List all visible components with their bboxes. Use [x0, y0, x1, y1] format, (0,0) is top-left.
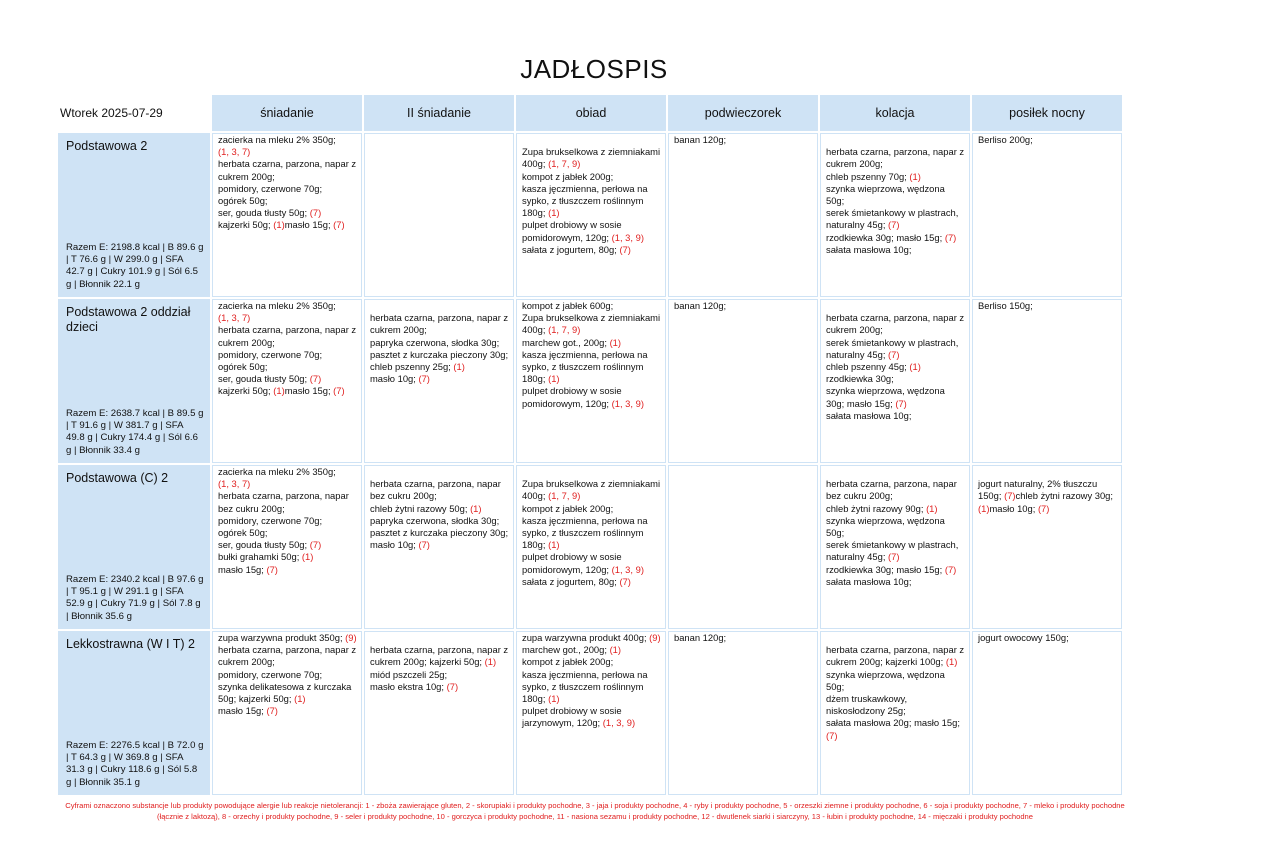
meal-item: banan 120g;	[674, 632, 727, 643]
meal-cell	[212, 299, 362, 463]
meal-item	[370, 466, 509, 478]
allergen-code: (7)	[944, 563, 957, 575]
meal-item: chleb żytni razowy 50g; (1)	[370, 502, 482, 514]
meal-item: sałata masłowa 10g;	[826, 575, 912, 587]
meal-item: herbata czarna, parzona, napar z cukrem 200g;	[218, 158, 357, 182]
allergen-code: (7)	[1037, 502, 1050, 514]
meal-item: herbata czarna, parzona, napar z cukrem 200g;	[826, 146, 965, 170]
meal-item: Berliso 200g;	[978, 134, 1033, 145]
meal-item: serek śmietankowy w plastrach, naturalny 45g; (7)	[826, 336, 959, 360]
meal-item: pomidory, czerwone 70g;	[218, 348, 323, 360]
allergen-code: (1)	[470, 502, 482, 514]
meal-item: zacierka na mleku 2% 350g;	[218, 300, 336, 311]
meal-cell	[212, 133, 362, 297]
meal-item: banan 120g;	[674, 300, 727, 311]
meal-item: Berliso 150g;	[978, 300, 1033, 311]
allergen-code: (1)	[548, 207, 560, 219]
meal-item: pomidory, czerwone 70g;	[218, 668, 323, 680]
meal-cell	[820, 631, 970, 795]
allergen-code: (1, 3, 7)	[218, 146, 251, 158]
meal-cell	[364, 299, 514, 463]
column-header-posilek-nocny: posiłek nocny	[972, 95, 1122, 131]
column-header-ii-sniadanie: II śniadanie	[364, 95, 514, 131]
meal-item	[978, 466, 1117, 478]
meal-item: pasztet z kurczaka pieczony 30g;	[370, 348, 509, 360]
meal-item: chleb żytni razowy 90g; (1)	[826, 502, 938, 514]
meal-item: szynka wieprzowa, wędzona 30g; masło 15g; (7)	[826, 385, 945, 409]
menu-table	[58, 95, 1122, 795]
meal-item: rzodkiewka 30g; masło 15g; (7)	[826, 563, 957, 575]
meal-cell	[212, 631, 362, 795]
allergen-code: (7)	[309, 539, 322, 551]
meal-item: sałata z jogurtem, 80g; (7)	[522, 575, 631, 587]
diet-name: Podstawowa 2	[66, 139, 148, 153]
meal-item: pulpet drobiowy w sosie pomidorowym, 120g; (1, 3, 9)	[522, 219, 644, 243]
meal-cell	[972, 631, 1122, 795]
allergen-code: (7)	[888, 551, 900, 563]
allergen-code: (1, 3, 7)	[218, 478, 251, 490]
meal-item: pomidory, czerwone 70g;	[218, 514, 323, 526]
allergen-code: (1)	[301, 551, 314, 563]
meal-item: szynka delikatesowa z kurczaka 50g; kajzerki 50g; (1)	[218, 680, 352, 705]
allergen-code: (7)	[333, 385, 345, 397]
meal-item: kajzerki 50g; (1)masło 15g; (7)	[218, 219, 345, 231]
meal-item: szynka wieprzowa, wędzona 50g;	[826, 182, 945, 206]
meal-item: zupa warzywna produkt 400g; (9)	[522, 632, 661, 643]
meal-item: dżem truskawkowy, niskosłodzony 25g;	[826, 693, 908, 717]
meal-item: kasza jęczmienna, perłowa na sypko, z tłuszczem roślinnym 180g; (1)	[522, 668, 648, 705]
meal-item: masło 10g; (7)	[370, 373, 430, 385]
meal-item: Zupa brukselkowa z ziemniakami 400g; (1, 7, 9)	[522, 146, 661, 170]
allergen-code: (7)	[619, 243, 631, 255]
meal-item: bułki grahamki 50g; (1)	[218, 551, 314, 563]
meal-item: ser, gouda tłusty 50g; (7)	[218, 373, 322, 385]
allergen-code: (1)	[273, 219, 285, 231]
diet-row-header	[58, 631, 210, 795]
meal-cell	[820, 465, 970, 629]
meal-item: serek śmietankowy w plastrach, naturalny 45g; (7)	[826, 207, 959, 231]
meal-item: zacierka na mleku 2% 350g;	[218, 466, 336, 477]
meal-item: jogurt owocowy 150g;	[978, 632, 1069, 643]
meal-cell	[516, 631, 666, 795]
meal-item: marchew got., 200g; (1)	[522, 336, 622, 348]
meal-item	[522, 134, 661, 146]
allergen-code: (7)	[944, 231, 957, 243]
allergen-code: (1, 3, 9)	[611, 397, 644, 409]
allergen-code: (7)	[895, 397, 907, 409]
meal-item: herbata czarna, parzona, napar z cukrem 200g;	[826, 312, 965, 336]
meal-item: sałata z jogurtem, 80g; (7)	[522, 243, 631, 255]
meal-item: rzodkiewka 30g;	[826, 373, 894, 385]
allergen-code: (1)	[453, 361, 465, 372]
meal-item: sałata masłowa 10g;	[826, 409, 912, 421]
meal-cell	[364, 465, 514, 629]
meal-cell	[668, 631, 818, 795]
allergen-code: (1, 7, 9)	[548, 490, 581, 502]
allergen-code: (1)	[926, 502, 938, 514]
meal-item: masło 10g; (7)	[370, 539, 430, 551]
diet-row-header	[58, 299, 210, 463]
meal-cell	[972, 299, 1122, 463]
allergen-code: (9)	[345, 632, 357, 643]
diet-name: Lekkostrawna (W I T) 2	[66, 637, 195, 651]
meal-item: kompot z jabłek 200g;	[522, 656, 614, 668]
meal-item: masło 15g; (7)	[218, 705, 278, 717]
meal-item: ogórek 50g;	[218, 195, 268, 207]
allergen-code: (1)	[909, 361, 921, 372]
meal-item: serek śmietankowy w plastrach, naturalny 45g; (7)	[826, 539, 959, 563]
diet-row-header	[58, 133, 210, 297]
column-header-kolacja: kolacja	[820, 95, 970, 131]
allergen-code: (7)	[619, 575, 631, 587]
allergen-code: (9)	[649, 632, 661, 643]
allergen-code: (7)	[418, 539, 430, 551]
allergen-code: (1)	[609, 336, 622, 348]
allergen-code: (7)	[266, 563, 278, 575]
column-header-podwieczorek: podwieczorek	[668, 95, 818, 131]
allergen-code: (1, 3, 9)	[611, 563, 644, 575]
meal-item: pulpet drobiowy w sosie pomidorowym, 120g; (1, 3, 9)	[522, 551, 644, 575]
page-title: JADŁOSPIS	[520, 54, 668, 84]
meal-item: pulpet drobiowy w sosie jarzynowym, 120g; (1, 3, 9)	[522, 705, 636, 729]
allergen-code: (1)	[548, 539, 560, 551]
meal-item: zupa warzywna produkt 350g; (9)	[218, 632, 357, 643]
allergen-code: (7)	[826, 729, 838, 741]
meal-cell	[668, 133, 818, 297]
meal-item: herbata czarna, parzona, napar z cukrem 200g;	[370, 312, 509, 336]
meal-item: sałata masłowa 20g; masło 15g; (7)	[826, 717, 960, 741]
meal-item: ogórek 50g;	[218, 361, 268, 373]
meal-item: herbata czarna, parzona, napar bez cukru 200g;	[826, 478, 957, 502]
allergen-code: (1, 7, 9)	[548, 158, 581, 170]
allergen-code: (1)	[548, 693, 560, 705]
nutrition-summary: Razem E: 2198.8 kcal | B 89.6 g | T 76.6 g | W 299.0 g | SFA 42.7 g | Cukry 101.9 g | Sól 6.5 g | Błonnik 22.1 g	[66, 241, 204, 290]
allergen-code: (1, 7, 9)	[548, 324, 581, 336]
meal-item: kasza jęczmienna, perłowa na sypko, z tłuszczem roślinnym 180g; (1)	[522, 514, 648, 551]
meal-item	[218, 312, 357, 324]
meal-item: herbata czarna, parzona, napar bez cukru 200g;	[218, 490, 349, 514]
allergen-code: (7)	[1004, 490, 1016, 502]
meal-item	[370, 632, 509, 644]
meal-item: banan 120g;	[674, 134, 727, 145]
meal-item: ser, gouda tłusty 50g; (7)	[218, 207, 322, 219]
allergen-code: (1)	[909, 170, 921, 182]
meal-cell	[516, 465, 666, 629]
menu-date: Wtorek 2025-07-29	[60, 106, 163, 120]
meal-item	[826, 632, 965, 644]
meal-item: szynka wieprzowa, wędzona 50g;	[826, 514, 945, 538]
allergen-code: (1)	[273, 385, 285, 397]
allergen-code: (1, 3, 9)	[602, 717, 636, 729]
meal-item	[522, 466, 661, 478]
meal-item	[826, 134, 965, 146]
meal-item: herbata czarna, parzona, napar z cukrem 200g; kajzerki 50g; (1)	[370, 644, 509, 668]
meal-item: marchew got., 200g; (1)	[522, 644, 622, 656]
meal-item: miód pszczeli 25g;	[370, 668, 448, 680]
meal-cell	[364, 631, 514, 795]
nutrition-summary: Razem E: 2638.7 kcal | B 89.5 g | T 91.6 g | W 381.7 g | SFA 49.8 g | Cukry 174.4 g | Sól 6.6 g | Błonnik 33.4 g	[66, 407, 204, 456]
meal-item: herbata czarna, parzona, napar bez cukru 200g;	[370, 478, 501, 502]
meal-item: herbata czarna, parzona, napar z cukrem 200g; kajzerki 100g; (1)	[826, 644, 965, 668]
meal-item: kompot z jabłek 600g;	[522, 300, 614, 311]
meal-cell	[212, 465, 362, 629]
meal-item: ogórek 50g;	[218, 527, 268, 539]
nutrition-summary: Razem E: 2340.2 kcal | B 97.6 g | T 95.1 g | W 291.1 g | SFA 52.9 g | Cukry 71.9 g | Sól 7.8 g | Błonnik 35.6 g	[66, 573, 204, 622]
allergen-code: (7)	[446, 680, 459, 692]
meal-item	[826, 300, 965, 312]
meal-item: masło ekstra 10g; (7)	[370, 680, 459, 692]
allergen-code: (1)	[548, 373, 560, 385]
allergen-code: (1, 3, 7)	[218, 312, 251, 324]
meal-cell	[516, 299, 666, 463]
meal-cell	[668, 465, 818, 629]
meal-item: rzodkiewka 30g; masło 15g; (7)	[826, 231, 957, 243]
meal-item: chleb pszenny 45g; (1)	[826, 361, 921, 372]
meal-item: chleb pszenny 70g; (1)	[826, 170, 921, 182]
meal-cell	[516, 133, 666, 297]
allergen-legend: Cyframi oznaczono substancje lub produkty powodujące alergie lub reakcje nietolerancji: 1 - zboża zawierające gluten, 2 - skorupiaki i produkty pochodne, 3 - jaja i produkty pochodne, 4 - ryby i produkty pochodne, 5 - orzeszki ziemne i produkty pochodne, 6 - soja i produkty pochodne, 7 - mleko i produkty pochodne (łącznie z laktozą), 8 - orzechy i produkty pochodne, 9 - seler i produkty pochodne, 10 - gorczyca i produkty pochodne, 11 - nasiona sezamu i produkty pochodne, 12 - dwutlenek siarki i siarczyny, 13 - łubin i produkty pochodne, 14 - mięczaki i produkty pochodne	[65, 801, 1125, 821]
meal-item: pasztet z kurczaka pieczony 30g;	[370, 527, 509, 538]
meal-item: kajzerki 50g; (1)masło 15g; (7)	[218, 385, 345, 397]
meal-cell	[972, 133, 1122, 297]
meal-cell	[820, 133, 970, 297]
meal-item	[218, 146, 357, 158]
meal-item: pomidory, czerwone 70g;	[218, 182, 323, 194]
allergen-code: (7)	[309, 373, 322, 385]
diet-row-header	[58, 465, 210, 629]
meal-item: kompot z jabłek 200g;	[522, 502, 614, 514]
meal-item: kasza jęczmienna, perłowa na sypko, z tłuszczem roślinnym 180g; (1)	[522, 348, 648, 385]
meal-cell	[820, 299, 970, 463]
allergen-code: (1, 3, 9)	[611, 231, 644, 243]
diet-name: Podstawowa (C) 2	[66, 471, 169, 485]
allergen-code: (7)	[333, 219, 345, 231]
allergen-code: (1)	[294, 693, 306, 705]
meal-item: zacierka na mleku 2% 350g;	[218, 134, 336, 145]
meal-item: masło 15g; (7)	[218, 563, 278, 575]
allergen-code: (7)	[888, 219, 900, 231]
allergen-code: (1)	[609, 644, 622, 656]
meal-item: pulpet drobiowy w sosie pomidorowym, 120g; (1, 3, 9)	[522, 385, 644, 409]
meal-cell	[972, 465, 1122, 629]
meal-item: kasza jęczmienna, perłowa na sypko, z tłuszczem roślinnym 180g; (1)	[522, 182, 648, 219]
meal-item: papryka czerwona, słodka 30g;	[370, 336, 500, 348]
meal-cell	[364, 133, 514, 297]
meal-item: Zupa brukselkowa z ziemniakami 400g; (1, 7, 9)	[522, 312, 661, 336]
meal-item: herbata czarna, parzona, napar z cukrem 200g;	[218, 644, 357, 668]
meal-cell	[668, 299, 818, 463]
meal-item: kompot z jabłek 200g;	[522, 170, 614, 182]
meal-item: sałata masłowa 10g;	[826, 243, 912, 255]
meal-item: ser, gouda tłusty 50g; (7)	[218, 539, 322, 551]
allergen-code: (7)	[266, 705, 278, 717]
meal-item: szynka wieprzowa, wędzona 50g;	[826, 668, 945, 692]
meal-item	[826, 466, 965, 478]
meal-item: papryka czerwona, słodka 30g;	[370, 514, 500, 526]
meal-item: chleb pszenny 25g; (1)	[370, 361, 465, 372]
meal-item	[370, 300, 509, 312]
diet-name: Podstawowa 2 oddział dzieci	[66, 305, 191, 334]
allergen-code: (7)	[888, 348, 900, 360]
nutrition-summary: Razem E: 2276.5 kcal | B 72.0 g | T 64.3 g | W 369.8 g | SFA 31.3 g | Cukry 118.6 g | Sól 5.8 g | Błonnik 35.1 g	[66, 739, 204, 788]
allergen-code: (7)	[309, 207, 322, 219]
meal-item: herbata czarna, parzona, napar z cukrem 200g;	[218, 324, 357, 348]
meal-item	[218, 478, 357, 490]
allergen-code: (1)	[945, 656, 958, 668]
allergen-code: (1)	[978, 502, 990, 514]
meal-item: Zupa brukselkowa z ziemniakami 400g; (1, 7, 9)	[522, 478, 661, 502]
column-header-obiad: obiad	[516, 95, 666, 131]
column-header-sniadanie: śniadanie	[212, 95, 362, 131]
allergen-code: (7)	[418, 373, 430, 385]
meal-item: jogurt naturalny, 2% tłuszczu 150g; (7)chleb żytni razowy 30g; (1)masło 10g; (7)	[978, 478, 1113, 514]
allergen-code: (1)	[484, 656, 497, 668]
